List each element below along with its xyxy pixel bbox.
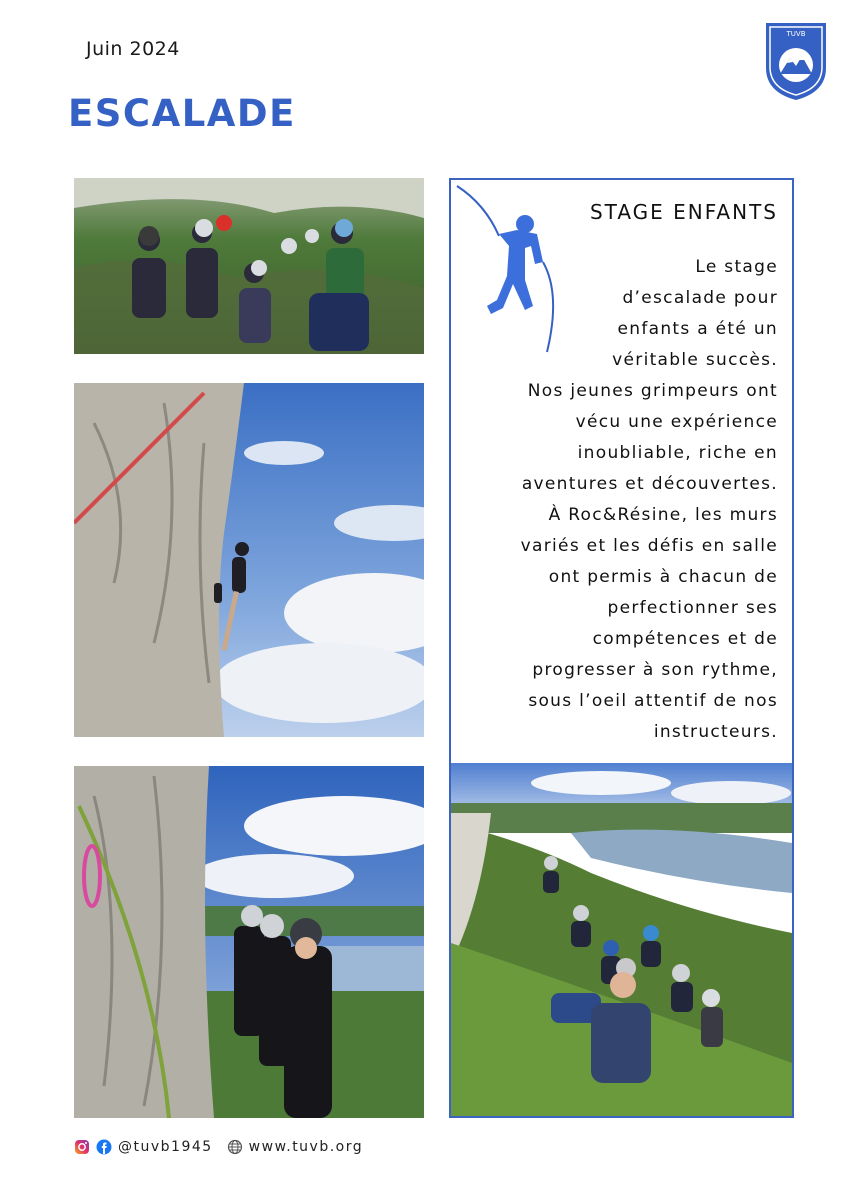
panel-body-line: ont permis à chacun de [548, 567, 778, 587]
issue-date: Juin 2024 [86, 38, 180, 60]
panel-body-line: véritable succès. [612, 350, 778, 370]
website-link[interactable]: www.tuvb.org [248, 1139, 364, 1155]
panel-body-line: instructeurs. [653, 722, 778, 742]
globe-icon [227, 1139, 243, 1155]
panel-body-line: aventures et découvertes. [521, 474, 778, 494]
club-logo [763, 20, 829, 102]
logo-text: TUVB [786, 30, 806, 38]
panel-body-line: sous l’oeil attentif de nos [528, 691, 778, 711]
photo-climbers-by-river [74, 766, 424, 1118]
social-handle[interactable]: @tuvb1945 [118, 1139, 213, 1155]
panel-body-line: progresser à son rythme, [532, 660, 778, 680]
photo-group-on-hillside [449, 763, 794, 1118]
photo-group-on-slope [74, 178, 424, 354]
photo-climber-on-wall [74, 383, 424, 737]
panel-body-line: perfectionner ses [607, 598, 778, 618]
panel-body-line: variés et les défis en salle [520, 536, 778, 556]
stage-enfants-panel [449, 178, 794, 763]
panel-body-line: inoubliable, riche en [577, 443, 778, 463]
page-title: ESCALADE [68, 92, 296, 135]
panel-body-line: enfants a été un [617, 319, 778, 339]
facebook-icon[interactable] [96, 1139, 112, 1155]
panel-title: STAGE ENFANTS [589, 200, 778, 224]
panel-body-text [458, 252, 778, 748]
panel-body-line: vécu une expérience [575, 412, 778, 432]
footer [74, 1136, 377, 1158]
panel-body-line: compétences et de [592, 629, 778, 649]
panel-body-line: d’escalade pour [622, 288, 778, 308]
instagram-icon[interactable] [74, 1139, 90, 1155]
panel-body-line: Le stage [695, 257, 778, 277]
panel-body-line: Nos jeunes grimpeurs ont [527, 381, 778, 401]
panel-body-line: À Roc&Résine, les murs [548, 505, 778, 525]
